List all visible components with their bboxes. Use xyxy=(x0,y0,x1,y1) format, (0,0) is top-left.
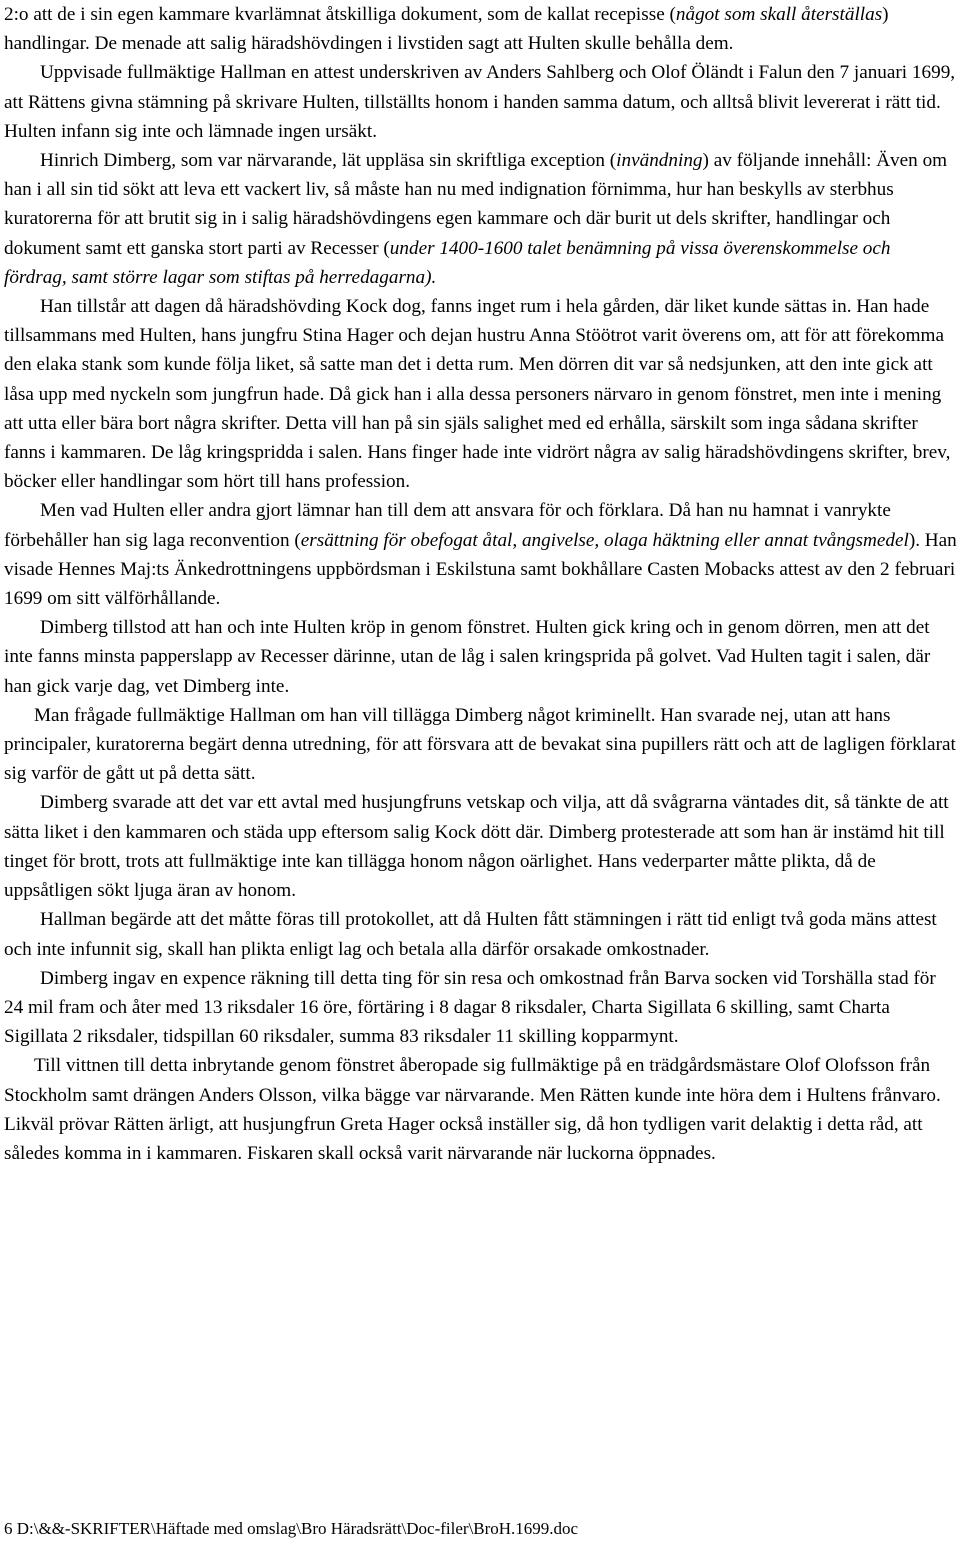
text-run: Till vittnen till detta inbrytande genom fönstret åberopade sig fullmäktige på en trädgårdsmästare Olof Olofsson från Stockholm samt drängen Anders Olsson, vilka bägge var närvarande. Men Rätten kunde inte höra dem i Hultens frånvaro. Likväl prövar Rätten ärligt, att husjungfrun Greta Hager också inställer sig, då hon tydligen varit delaktig i detta råd, att således komma in i kammaren. Fiskaren skall också varit närvarande när luckorna öppnades. xyxy=(4,1055,941,1164)
italic-text: ersättning för obefogat åtal, angivelse, olaga häktning eller annat tvångsmedel xyxy=(300,529,909,551)
paragraph xyxy=(4,701,958,789)
paragraph xyxy=(4,1051,958,1168)
paragraph xyxy=(4,905,958,963)
page-number: 6 xyxy=(4,1519,13,1538)
text-run: Han tillstår att dagen då häradshövding Kock dog, fanns inget rum i hela gården, där liket kunde sättas in. Han hade tillsammans med Hulten, hans jungfru Stina Hager och dejan hustru Anna Stöötrot varit överens om, att för att förekomma den elaka stank som kunde följa liket, så satte man det i detta rum. Men dörren dit var så nedsjunken, att den inte gick att låsa upp med nyckeln som jungfrun hade. Då gick han i alla dessa personers närvaro in genom fönstret, men inte i mening att utta eller bära bort några skrifter. Detta vill han på sin själs salighet med ed erhålla, särskilt som inga sådana skrifter fanns i kammaren. De låg kringspridda i salen. Hans finger hade inte vidrört några av salig häradshövdingens skrifter, brev, böcker eller handlingar som hört till hans profession. xyxy=(4,296,951,493)
document-page xyxy=(4,0,958,1168)
text-run: Dimberg ingav en expence räkning till detta ting för sin resa och omkostnad från Barva socken vid Torshälla stad för 24 mil fram och åter med 13 riksdaler 16 öre, förtäring i 8 dagar 8 riksdaler, Charta Sigillata 6 skilling, samt Charta Sigillata 2 riksdaler, tidspillan 60 riksdaler, summa 83 riksdaler 11 skilling kopparmynt. xyxy=(4,967,936,1048)
paragraph xyxy=(4,292,958,496)
page-footer xyxy=(4,1518,578,1540)
text-run: Hinrich Dimberg, som var närvarande, lät uppläsa sin skriftliga exception ( xyxy=(40,150,617,172)
paragraph xyxy=(4,964,958,1052)
paragraph xyxy=(4,146,958,292)
italic-text: invändning xyxy=(616,150,703,172)
text-run: Man frågade fullmäktige Hallman om han vill tillägga Dimberg något kriminellt. Han svarade nej, utan att hans principaler, kuratorerna begärt denna utredning, för att försvara att de bevakat sina pupillers rätt och att de lagligen förklarat sig varför de gått ut på detta sätt. xyxy=(4,704,956,785)
text-run: Hallman begärde att det måtte föras till protokollet, att då Hulten fått stämningen i rätt tid enligt två goda mäns attest och inte infunnit sig, skall han plikta enligt lag och betala alla därför orsakade omkostnader. xyxy=(4,909,937,960)
text-run: Dimberg tillstod att han och inte Hulten kröp in genom fönstret. Hulten gick kring och in genom dörren, men att det inte fanns minsta papperslapp av Recesser därinne, utan de låg i salen kringsprida på golvet. Vad Hulten tagit i salen, där han gick varje dag, vet Dimberg inte. xyxy=(4,617,931,697)
file-path: D:\&&-SKRIFTER\Häftade med omslag\Bro Häradsrätt\Doc-filer\BroH.1699.doc xyxy=(16,1519,579,1538)
italic-text: under 1400-1600 talet benämning på vissa överenskommelse och fördrag, samt större lagar som stiftas på herredagarna). xyxy=(4,237,891,288)
text-run: Dimberg svarade att det var ett avtal med husjungfruns vetskap och vilja, att då svågrarna väntades dit, så tänkte de att sätta liket i den kammaren och städa upp eftersom salig Kock dött där. Dimberg protesterade att som han är instämd hit till tinget för brott, trots att fullmäktige inte kan tillägga honom någon oärlighet. Hans vederparter måtte plikta, då de uppsåtligen sökt ljuga äran av honom. xyxy=(4,792,949,902)
text-run: 2:o att de i sin egen kammare kvarlämnat åtskilliga dokument, som de kallat recepisse ( xyxy=(4,4,676,25)
paragraph xyxy=(4,788,958,905)
text-run: ). Han visade Hennes Maj:ts Änkedrottningens uppbördsman i Eskilstuna samt bokhållare Casten Mobacks attest av den 2 februari 1699 om sitt välförhållande. xyxy=(4,529,957,610)
italic-text: något som skall återställas xyxy=(675,4,883,25)
paragraph xyxy=(4,613,958,701)
text-run: Men vad Hulten eller andra gjort lämnar han till dem att ansvara för och förklara. Då han nu hamnat i vanrykte förbehåller han sig laga reconvention ( xyxy=(4,500,891,551)
text-run: Uppvisade fullmäktige Hallman en attest underskriven av Anders Sahlberg och Olof Öländt i Falun den 7 januari 1699, att Rättens givna stämning på skrivare Hulten, tillställts honom i handen samma datum, och alltså blivit levererat i rätt tid. Hulten infann sig inte och lämnade ingen ursäkt. xyxy=(4,62,956,142)
paragraph xyxy=(4,496,958,613)
paragraph xyxy=(4,0,958,58)
paragraph xyxy=(4,58,958,146)
text-run: ) av följande innehåll: Även om han i all sin tid sökt att leva ett vackert liv, så måste han nu med indignation förnimma, hur han beskylls av sterbhus kuratorerna för att brutit sig in i salig häradshövdingens egen kammare och där burit ut dels skrifter, handlingar och dokument samt ett ganska stort parti av Recesser ( xyxy=(4,150,948,259)
text-run: ) handlingar. De menade att salig häradshövdingen i livstiden sagt att Hulten skulle behålla dem. xyxy=(4,4,889,55)
